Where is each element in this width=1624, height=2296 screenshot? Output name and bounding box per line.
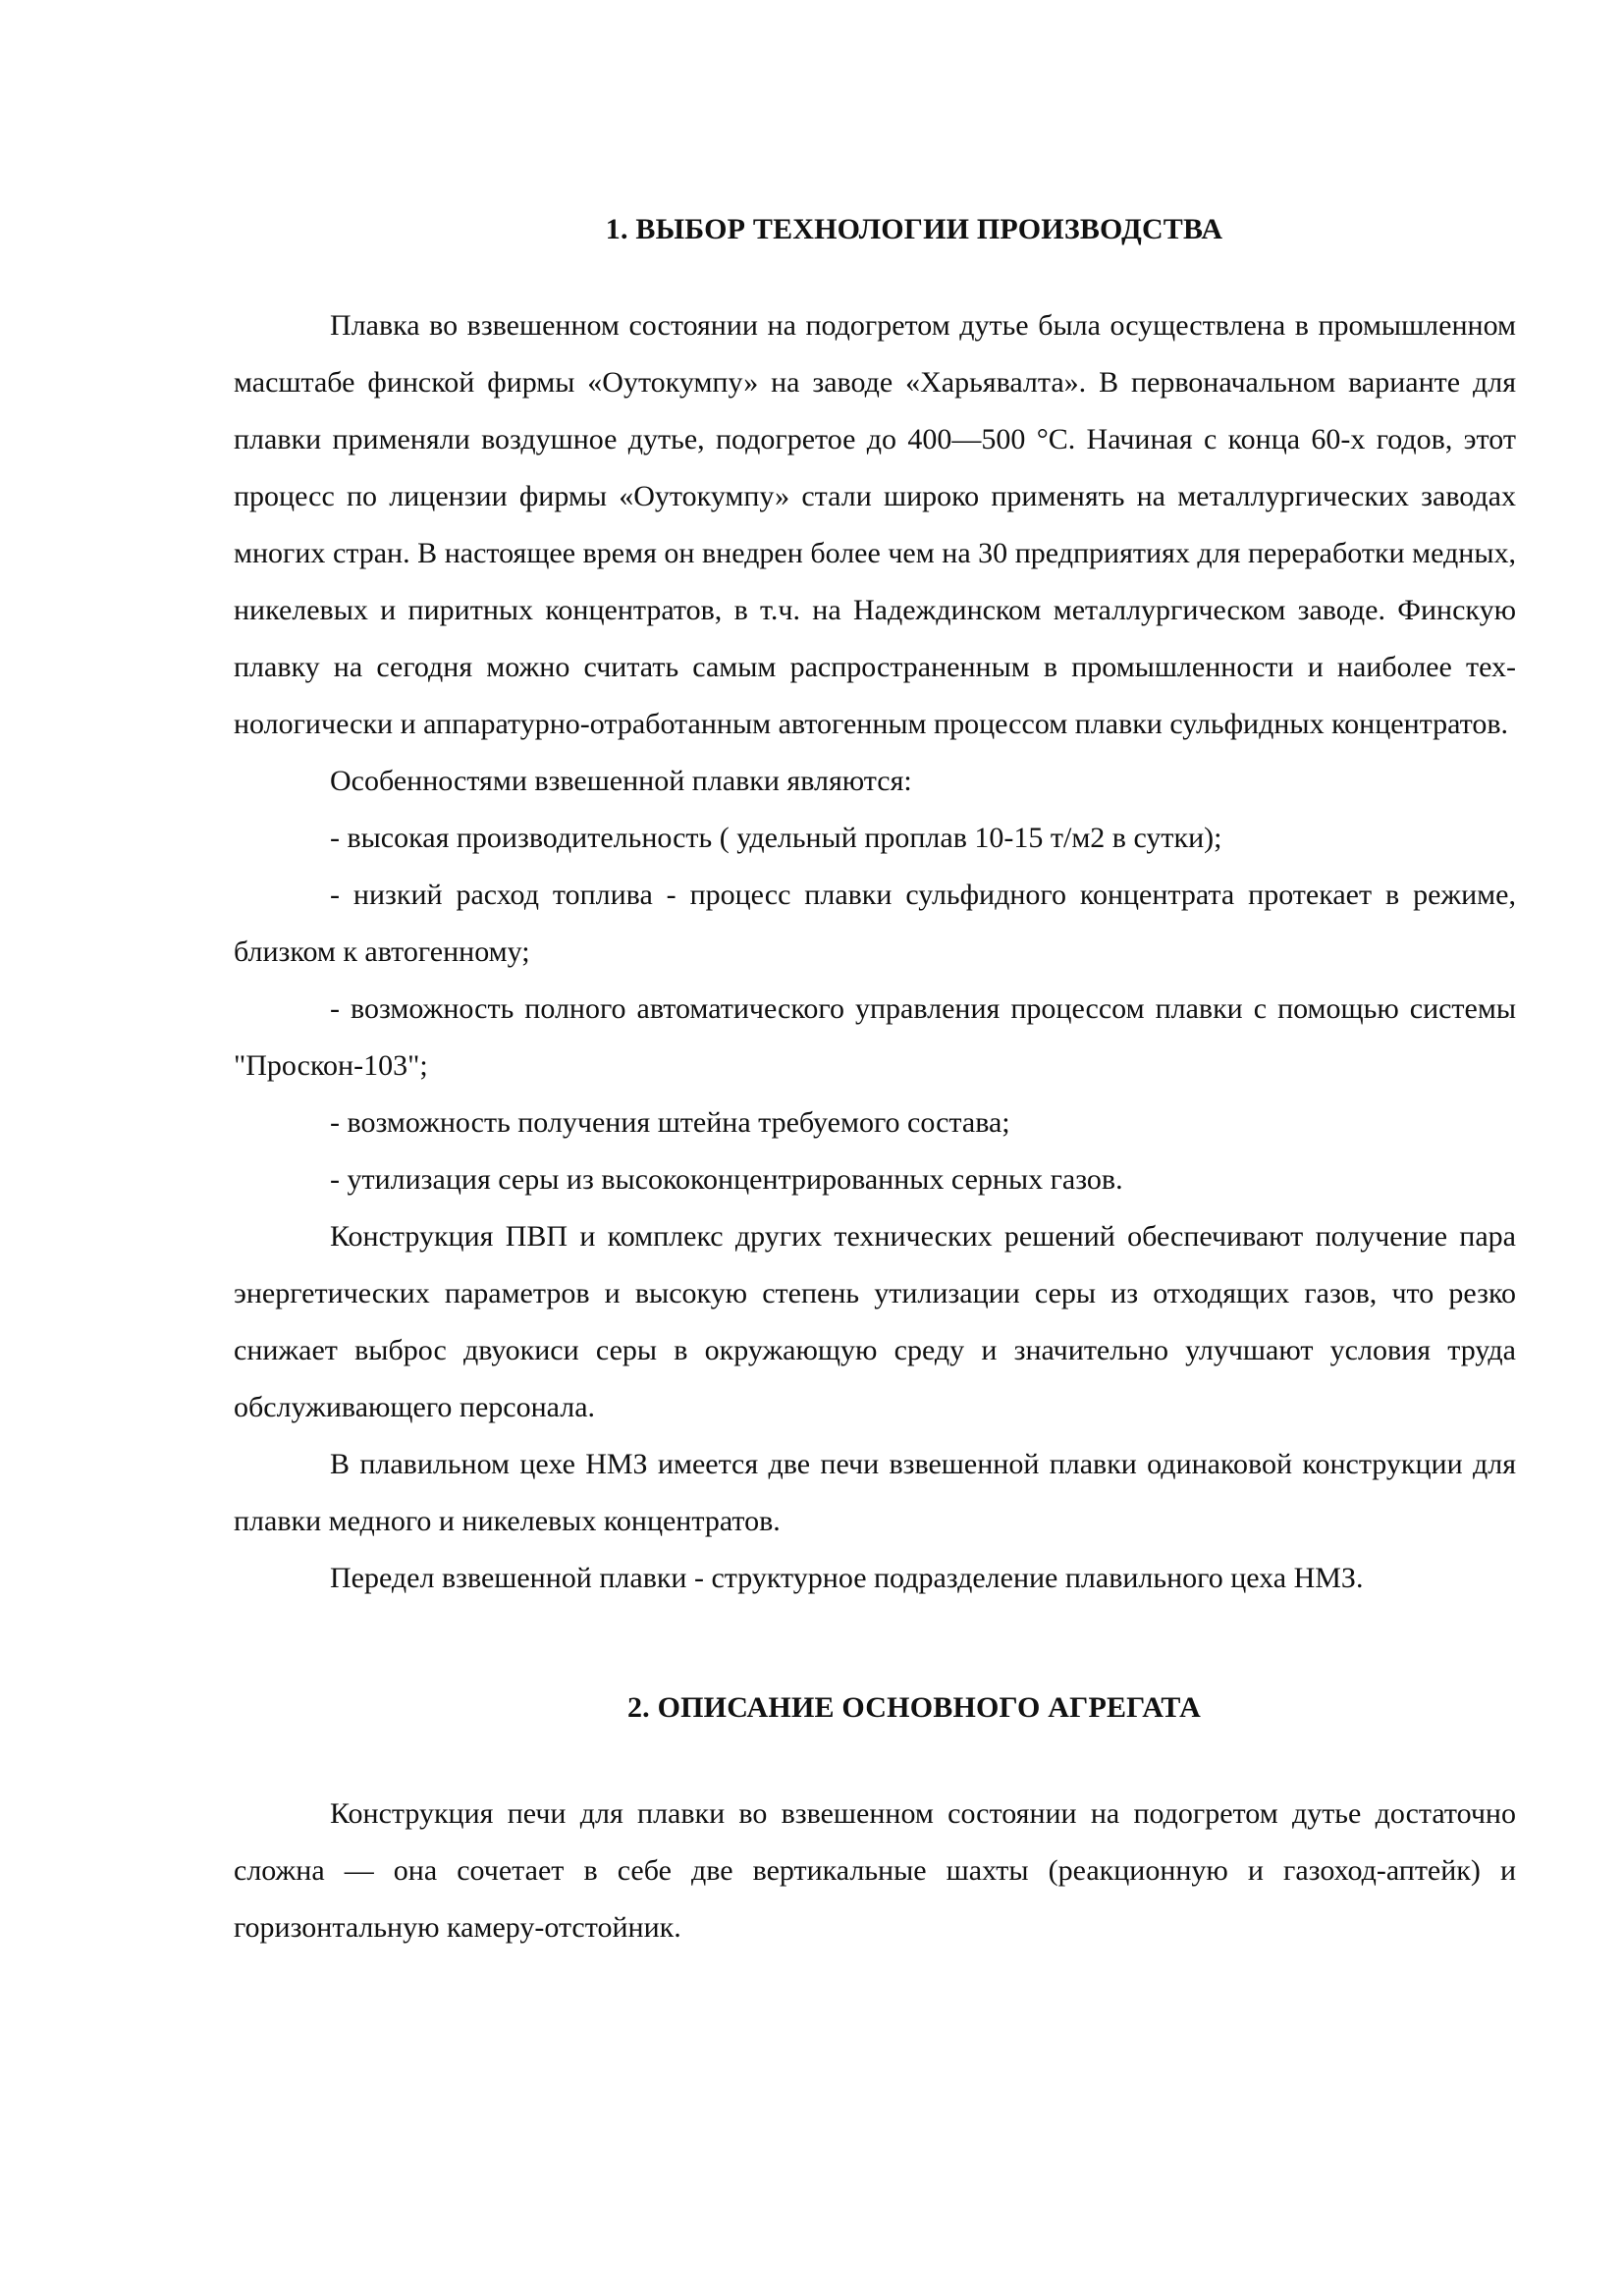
section-2-paragraph: Конструкция печи для плавки во взвешенном состоянии на подогретом дутье достаточно сложна — она сочетает в себе две вертикальные шахты (реакционную и газоход-аптейк) и горизонтальную камеру-отстойник. (234, 1797, 1516, 1944)
section-1-paragraph: В плавильном цехе НМЗ имеется две печи взвешенной плавки одинаковой конструкции для плавки медного и никелевых концентратов. (234, 1448, 1516, 1537)
section-1-paragraph: Конструкция ПВП и комплекс других технических решений обеспечивают получение пара энергетических параметров и высокую степень утилизации серы из отходящих газов, что резко снижает выброс двуокиси серы в окружающую среду и значительно улучшают условия труда обслуживающего персонала. (234, 1220, 1516, 1423)
section-1-list-item: - возможность получения штейна требуемого состава; (330, 1106, 1010, 1139)
section-1-list-item: - утилизация серы из высококонцентрированных серных газов. (330, 1163, 1123, 1196)
section-1-list-item: - возможность полного автоматического управления процессом плавки с помощью системы "Проскон-103"; (234, 992, 1516, 1082)
section-1-paragraph: Передел взвешенной плавки - структурное подразделение плавильного цеха НМЗ. (330, 1562, 1364, 1594)
section-1-list-item: - высокая производительность ( удельный проплав 10-15 т/м2 в сутки); (330, 822, 1222, 854)
section-1-paragraph: Плавка во взвешенном состоянии на подогретом дутье была осуществлена в промышленном масштабе финской фирмы «Оутокумпу» на заводе «Харьявалта». В первоначальном варианте для плавки применяли воздушное дутье, подогретое до 400—500 °С. Начиная с конца 60-х годов, этот процесс по лицензии фирмы «Оутокумпу» стали широко применять на металлургических заводах многих стран. В настоящее время он внедрен более чем на 30 предприятиях для переработки медных, никелевых и пиритных концентратов, в т.ч. на Надеждинском металлургическом заводе. Финскую плавку на сегодня можно считать самым распространенным в промышленности и наиболее технологически и аппаратурно-отработанным автогенным процессом плавки сульфидных концентратов. (234, 309, 1516, 740)
document-body (234, 201, 1516, 1956)
section-1-heading: 1. ВЫБОР ТЕХНОЛОГИИ ПРОИЗВОДСТВА (605, 213, 1223, 245)
section-1-list-item: - низкий расход топлива - процесс плавки сульфидного концентрата протекает в режиме, близком к автогенному; (234, 879, 1516, 968)
section-1-paragraph: Особенностями взвешенной плавки являются: (330, 765, 912, 797)
section-2-heading: 2. ОПИСАНИЕ ОСНОВНОГО АГРЕГАТА (626, 1691, 1202, 1724)
